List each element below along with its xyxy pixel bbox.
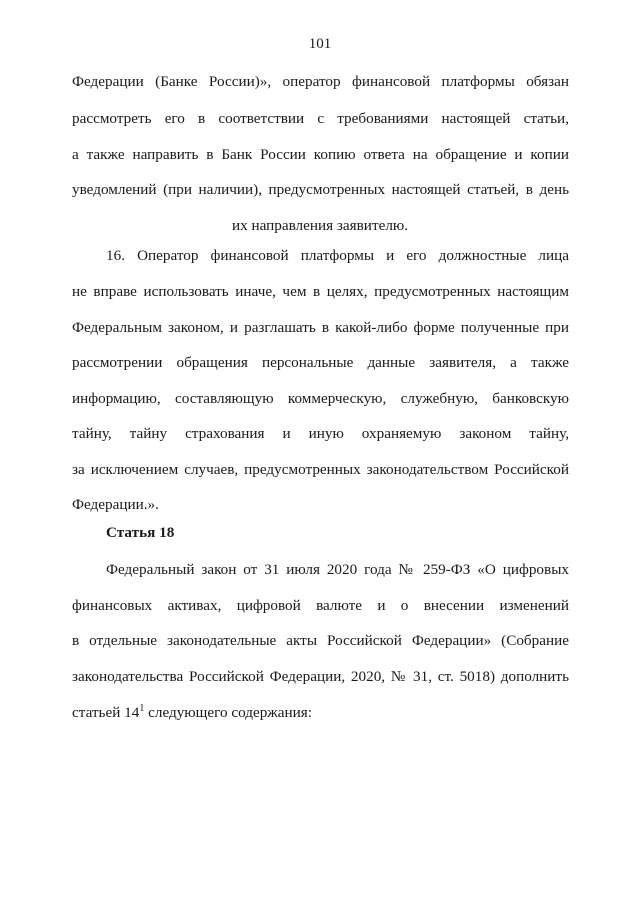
- page-number: 101: [308, 36, 332, 52]
- text-line: Федеральный закон от 31 июля 2020 года № 259-ФЗ «О цифровых: [106, 561, 569, 578]
- text-line: за исключением случаев, предусмотренных законодательством Российской: [72, 461, 569, 478]
- text-line: финансовых активах, цифровой валюте и о внесении изменений: [72, 597, 569, 614]
- text-line: рассмотреть его в соответствии с требованиями настоящей статьи,: [72, 110, 569, 127]
- superscript: 1: [139, 702, 145, 714]
- text-line: а также направить в Банк России копию ответа на обращение и копии: [72, 146, 569, 163]
- text-line: не вправе использовать иначе, чем в целях, предусмотренных настоящим: [72, 283, 569, 300]
- text-line: Федеральным законом, и разглашать в какой-либо форме полученные при: [72, 319, 569, 336]
- article-heading: Статья 18: [106, 524, 175, 541]
- text-line: информацию, составляющую коммерческую, служебную, банковскую: [72, 390, 569, 407]
- text-line: их направления заявителю.: [231, 217, 409, 234]
- text-line: Федерации.».: [72, 496, 159, 513]
- text-line: уведомлений (при наличии), предусмотренных настоящей статьей, в день: [72, 181, 569, 198]
- text-fragment: статьей 14: [72, 704, 140, 721]
- text-line: Федерации (Банке России)», оператор финансовой платформы обязан: [72, 73, 569, 90]
- text-line-final: [72, 703, 569, 723]
- text-line: 16. Оператор финансовой платформы и его должностные лица: [106, 247, 569, 264]
- text-line: рассмотрении обращения персональные данные заявителя, а также: [72, 354, 569, 371]
- text-line: законодательства Российской Федерации, 2020, № 31, ст. 5018) дополнить: [72, 668, 569, 685]
- text-fragment: следующего содержания:: [144, 704, 312, 721]
- text-line: в отдельные законодательные акты Российской Федерации» (Собрание: [72, 632, 569, 649]
- text-line: тайну, тайну страхования и иную охраняемую законом тайну,: [72, 425, 569, 442]
